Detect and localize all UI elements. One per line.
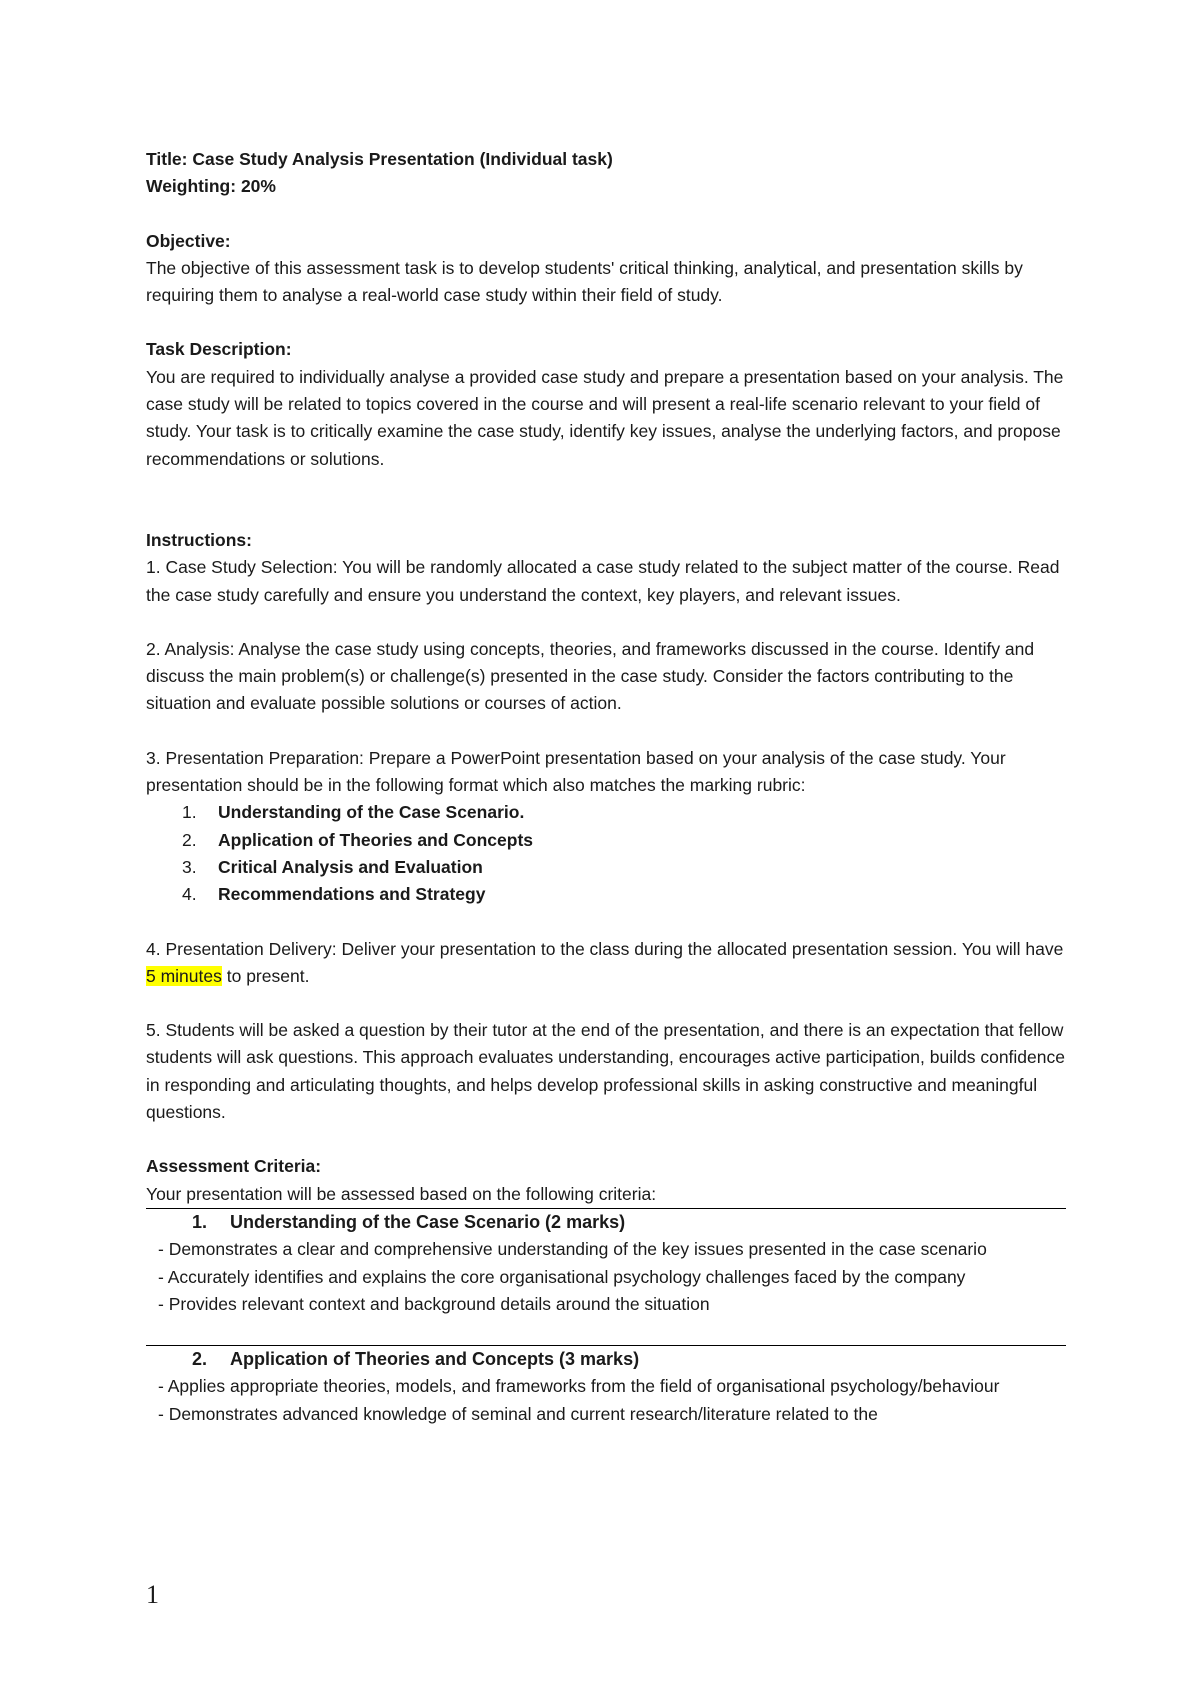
weighting-line	[146, 173, 1066, 200]
criterion-bullet: - Provides relevant context and background details around the situation	[158, 1293, 710, 1314]
format-list	[146, 799, 1066, 908]
criterion-bullet: - Applies appropriate theories, models, and frameworks from the field of organisational psychology/behaviour	[158, 1376, 1000, 1397]
criterion-1	[146, 1209, 1066, 1318]
criterion-title: 1. Understanding of the Case Scenario (2 marks)	[192, 1211, 626, 1232]
objective-heading: Objective:	[146, 230, 231, 251]
instruction-step-4: 4. Presentation Delivery: Deliver your presentation to the class during the allocated presentation session. You will have 5 minutes to present.	[146, 938, 1064, 986]
format-item: 1. Understanding of the Case Scenario.	[182, 802, 525, 823]
document-page	[146, 146, 1066, 1428]
assessment-heading: Assessment Criteria:	[146, 1156, 322, 1177]
criterion-bullet: - Accurately identifies and explains the core organisational psychology challenges faced by the company	[158, 1266, 966, 1287]
criterion-bullet: - Demonstrates advanced knowledge of seminal and current research/literature related to the	[158, 1403, 878, 1424]
page-number: 1	[146, 1580, 159, 1609]
task-description-heading: Task Description:	[146, 339, 292, 360]
instruction-step-2: 2. Analysis: Analyse the case study using concepts, theories, and frameworks discussed in the course. Identify and discuss the main problem(s) or challenge(s) presented in the case study. Consider the factors contributing to the situation and evaluate possible solutions or courses of action.	[146, 638, 1035, 714]
format-item: 2. Application of Theories and Concepts	[182, 829, 534, 850]
title-label: Title:	[146, 149, 188, 169]
weighting-value: 20%	[240, 176, 276, 197]
instruction-step-1: 1. Case Study Selection: You will be randomly allocated a case study related to the subject matter of the course. Read the case study carefully and ensure you understand the context, key players, and relevant issues.	[146, 557, 1060, 605]
criterion-bullet: - Demonstrates a clear and comprehensive understanding of the key issues presented in the case scenario	[158, 1239, 987, 1260]
format-item: 4. Recommendations and Strategy	[182, 884, 486, 905]
objective-text: The objective of this assessment task is to develop students' critical thinking, analytical, and presentation skills by requiring them to analyse a real-world case study within their field of study.	[146, 257, 1023, 306]
instruction-step-5: 5. Students will be asked a question by their tutor at the end of the presentation, and there is an expectation that fellow students will ask questions. This approach evaluates understanding, encourages active participation, builds confidence in responding and articulating thoughts, and helps develop professional skills in asking constructive and meaningful questions.	[146, 1020, 1065, 1123]
weighting-label: Weighting:	[146, 176, 237, 197]
instructions-heading: Instructions:	[146, 529, 252, 550]
title-value: Case Study Analysis Presentation (Individual task)	[192, 149, 613, 169]
highlighted-duration: 5 minutes	[146, 965, 222, 986]
instruction-step-3: 3. Presentation Preparation: Prepare a PowerPoint presentation based on your analysis of the case study. Your presentation should be in the following format which also matches the marking rubric:	[146, 747, 1006, 796]
task-description-text: You are required to individually analyse a provided case study and prepare a presentation based on your analysis. The case study will be related to topics covered in the course and will present a real-life scenario relevant to your field of study. Your task is to critically examine the case study, identify key issues, analyse the underlying factors, and propose recommendations or solutions.	[146, 366, 1064, 469]
format-item: 3. Critical Analysis and Evaluation	[182, 856, 483, 877]
assessment-intro: Your presentation will be assessed based on the following criteria:	[146, 1183, 657, 1204]
criterion-2	[146, 1346, 1066, 1428]
criterion-title: 2. Application of Theories and Concepts (3 marks)	[192, 1349, 640, 1370]
title-line	[146, 146, 1066, 173]
